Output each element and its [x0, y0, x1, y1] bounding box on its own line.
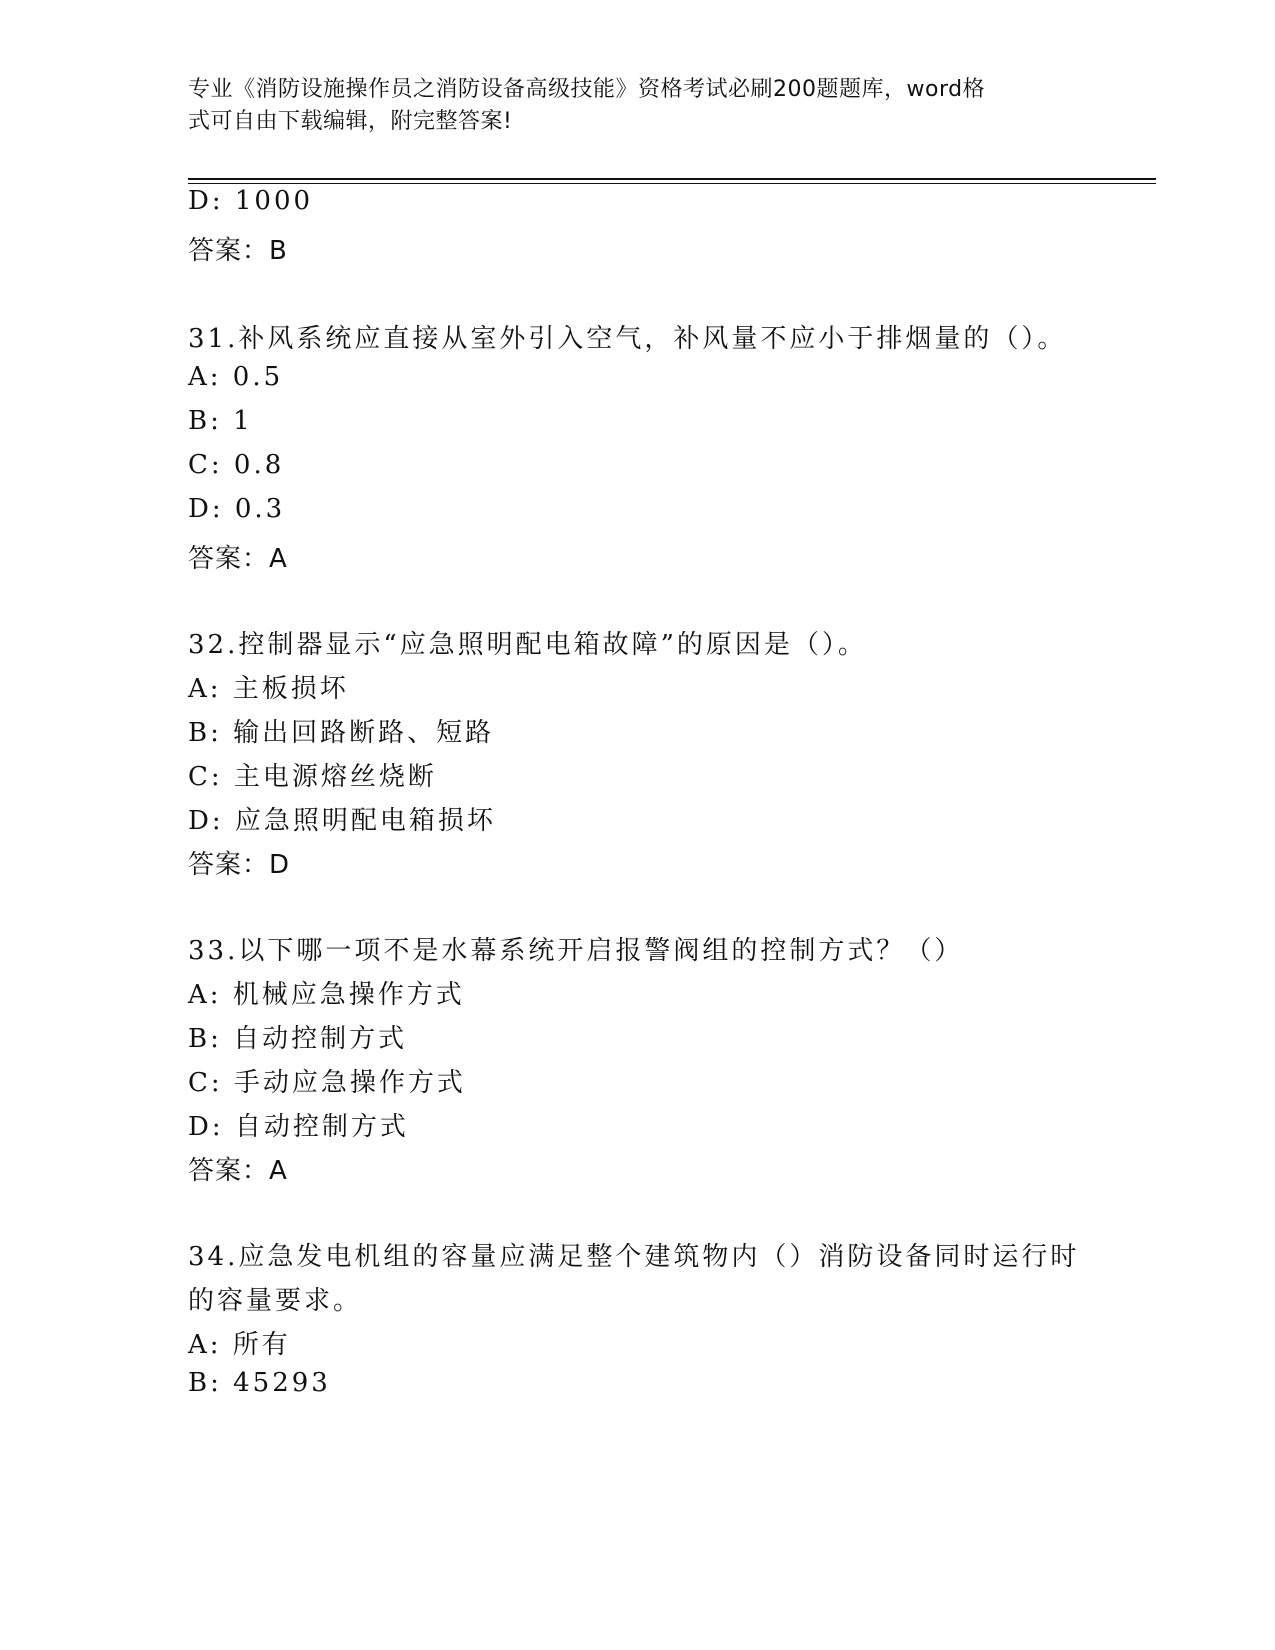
question-31-option-d: D: 0.3 — [188, 494, 286, 524]
question-33-option-a: A: 机械应急操作方式 — [188, 980, 465, 1010]
document-header — [188, 74, 1068, 138]
question-32-answer: 答案：D — [188, 850, 291, 880]
question-31-option-b: B: 1 — [188, 406, 253, 436]
header-divider — [188, 178, 1156, 180]
question-32-option-d: D: 应急照明配电箱损坏 — [188, 806, 496, 836]
question-31-text: 31.补风系统应直接从室外引入空气，补风量不应小于排烟量的（）。 — [188, 324, 1067, 354]
question-31-answer: 答案：A — [188, 544, 288, 574]
header-line-1: 专业《消防设施操作员之消防设备高级技能》资格考试必刷200题题库，word格 — [188, 77, 986, 102]
question-33-option-b: B: 自动控制方式 — [188, 1024, 408, 1054]
question-32-option-b: B: 输出回路断路、短路 — [188, 718, 495, 748]
question-32-option-a: A: 主板损坏 — [188, 674, 349, 704]
question-33-option-c: C: 手动应急操作方式 — [188, 1068, 466, 1098]
question-34-option-b: B: 45293 — [188, 1368, 331, 1398]
question-32-text: 32.控制器显示“应急照明配电箱故障”的原因是（）。 — [188, 630, 867, 660]
question-31-option-a: A: 0.5 — [188, 362, 284, 392]
question-34-option-a: A: 所有 — [188, 1330, 291, 1360]
question-34-text-line-2: 的容量要求。 — [188, 1286, 363, 1316]
question-32-option-c: C: 主电源熔丝烧断 — [188, 762, 437, 792]
answer-line: 答案：B — [188, 236, 288, 266]
question-31-option-c: C: 0.8 — [188, 450, 285, 480]
question-33-text: 33.以下哪一项不是水幕系统开启报警阀组的控制方式？（） — [188, 936, 964, 966]
option-d: D: 1000 — [188, 186, 314, 216]
question-34-text-line-1: 34.应急发电机组的容量应满足整个建筑物内（）消防设备同时运行时 — [188, 1242, 1080, 1272]
header-divider-thin — [188, 183, 1156, 184]
header-line-2: 式可自由下载编辑，附完整答案! — [188, 109, 513, 134]
question-33-option-d: D: 自动控制方式 — [188, 1112, 409, 1142]
question-33-answer: 答案：A — [188, 1156, 288, 1186]
